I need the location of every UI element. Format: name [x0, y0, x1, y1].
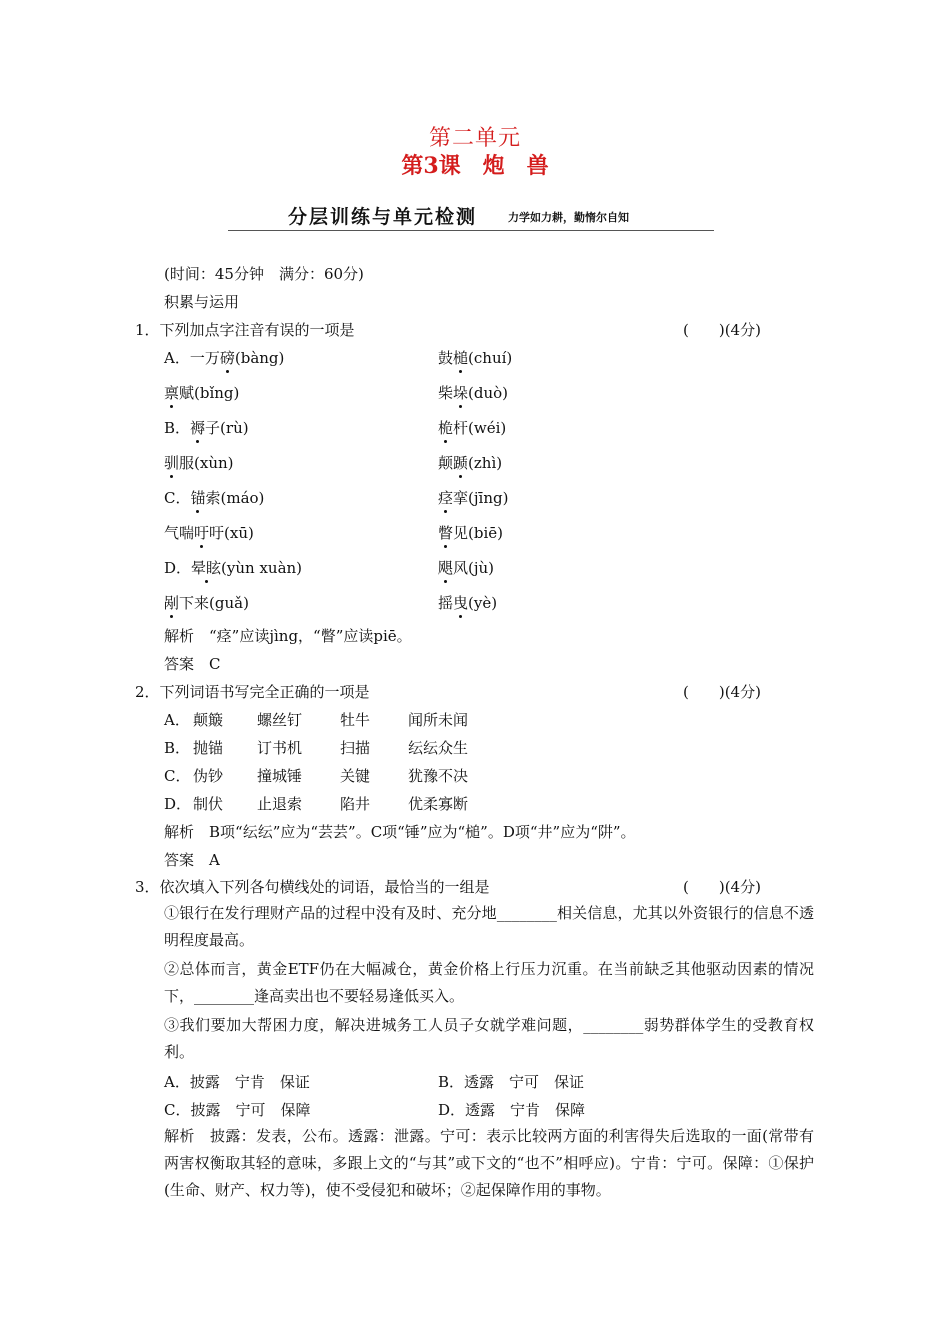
q1-analysis: 解析 “痉”应读jìng，“瞥”应读piē。 — [164, 627, 412, 645]
q1-score: ( )(4分) — [683, 321, 761, 339]
q1-option-d-word4: 摇曳(yè) — [438, 594, 498, 612]
time-info: (时间：45分钟 满分：60分) — [164, 265, 364, 283]
emphasis-dot-char: 踬 — [453, 454, 469, 472]
page: 第二单元 第3课 炮 兽 分层训练与单元检测 力学如力耕，勤惰尔自知 (时间：45分钟 满分：60分) 积累与运用 1．下列加点字注音有误的一项是 ( )(4分) A．一万磅(bàng) 鼓槌(chuí) 禀赋(bǐng) 柴垛(duò) B．褥子(rù) 桅杆(wéi) 驯服(xùn) 颠踬(zhì) C．锚索(máo) 痉挛(jīng) 气喘吁吁(xū) 瞥见(biē) D．晕眩(yùn xuàn) 飓风(jù) 剐下来(guǎ) 摇曳(yè) 解析 “痉”应读jìng，“瞥”应读piē。 答案 C 2．下列词语书写完全正确的一项是 ( )(4分) A． 颠簸 螺丝钉 牡牛 闻所未闻 B． 抛锚 订书机 扫描 纭纭众生 C． 伪钞 撞城锤 关键 犹豫不决 D． 制伏 止退索 陷井 优柔寡断 解析 B项“纭纭”应为“芸芸”。C项“锤”应为“槌”。D项“井”应为“阱”。 答案 A 3．依次填入下列各句横线处的词语，最恰当的一组是 ( )(4分) ①银行在发行理财产品的过程中没有及时、充分地________相关信息，尤其以外资银行的信息不透明程度最高。 ②总体而言，黄金ETF仍在大幅减仓，黄金价格上行压力沉重。在当前缺乏其他驱动因素的情况下，________逢高卖出也不要轻易逢低买入。 ③我们要加大帮困力度，解决进城务工人员子女就学难问题，________弱势群体学生的受教育权利。 A．披露 宁肯 保证 B．透露 宁可 保证 C．披露 宁可 保障 D．透露 宁肯 保障 解析 披露：发表，公布。透露：泄露。宁可：表示比较两方面的利害得失后选取的一面(常带有两害权衡取其轻的意味，多跟上文的“与其”或下文的“也不”相呼应)。宁肯：宁可。保障：①保护(生命、财产、权力等)，使不受侵犯和破坏；②起保障作用的事物。 — [0, 0, 950, 1344]
banner-rule — [228, 230, 714, 231]
q2-answer: 答案 A — [164, 851, 220, 869]
q1-stem: 1．下列加点字注音有误的一项是 — [135, 321, 355, 339]
emphasis-dot-char: 磅 — [219, 349, 235, 367]
q3-sentence-2: ②总体而言，黄金ETF仍在大幅减仓，黄金价格上行压力沉重。在当前缺乏其他驱动因素的情况下，________逢高卖出也不要轻易逢低买入。 — [164, 960, 814, 1005]
emphasis-dot-char: 飓 — [438, 559, 454, 577]
q3-option-b: B．透露 宁可 保证 — [438, 1073, 585, 1091]
emphasis-dot-char: 晕眩 — [191, 559, 222, 577]
emphasis-dot-char: 曳 — [453, 594, 469, 612]
emphasis-dot-char: 驯 — [164, 454, 180, 472]
q3-option-a: A．披露 宁肯 保证 — [164, 1073, 310, 1091]
q2-score: ( )(4分) — [683, 683, 761, 701]
emphasis-dot-char: 槌 — [453, 349, 469, 367]
q1-option-d-word3: 剐下来(guǎ) — [164, 594, 249, 612]
q3-option-c: C．披露 宁可 保障 — [164, 1101, 311, 1119]
emphasis-dot-char: 痉 — [438, 489, 454, 507]
q1-option-d-word1: D．晕眩(yùn xuàn) — [164, 559, 303, 577]
q1-option-a-word2: 鼓槌(chuí) — [438, 349, 513, 367]
unit-title: 第二单元 — [428, 126, 521, 151]
q1-option-a-word1: A．一万磅(bàng) — [164, 349, 285, 367]
q2-analysis: 解析 B项“纭纭”应为“芸芸”。C项“锤”应为“槌”。D项“井”应为“阱”。 — [164, 823, 636, 841]
emphasis-dot-char: 桅 — [438, 419, 454, 437]
q1-option-b-word4: 颠踬(zhì) — [438, 454, 503, 472]
emphasis-dot-char: 瞥 — [438, 524, 454, 542]
q1-option-c-word3: 气喘吁吁(xū) — [164, 524, 254, 542]
q1-option-b-word3: 驯服(xùn) — [164, 454, 234, 472]
q1-option-b-word2: 桅杆(wéi) — [438, 419, 507, 437]
emphasis-dot-char: 垛 — [453, 384, 469, 402]
lesson-title: 第3课 炮 兽 — [401, 153, 549, 179]
section-label: 积累与运用 — [164, 293, 240, 311]
emphasis-dot-char: 褥 — [190, 419, 206, 437]
q2-stem: 2．下列词语书写完全正确的一项是 — [135, 683, 370, 701]
q1-option-c-word4: 瞥见(biē) — [438, 524, 503, 542]
q1-option-a-word3: 禀赋(bǐng) — [164, 384, 240, 402]
q1-option-a-word4: 柴垛(duò) — [438, 384, 509, 402]
emphasis-dot-char: 吁 — [194, 524, 210, 542]
emphasis-dot-char: 剐 — [164, 594, 180, 612]
emphasis-dot-char: 锚 — [190, 489, 206, 507]
q3-sentence-1: ①银行在发行理财产品的过程中没有及时、充分地________相关信息，尤其以外资银行的信息不透明程度最高。 — [164, 904, 814, 949]
q3-option-d: D．透露 宁肯 保障 — [438, 1101, 586, 1119]
q1-option-c-word2: 痉挛(jīng) — [438, 489, 509, 507]
banner-title: 分层训练与单元检测 — [288, 206, 478, 228]
q1-answer: 答案 C — [164, 655, 221, 673]
emphasis-dot-char: 禀 — [164, 384, 180, 402]
q3-stem: 3．依次填入下列各句横线处的词语，最恰当的一组是 — [135, 878, 490, 896]
q3-score: ( )(4分) — [683, 878, 761, 896]
banner-motto: 力学如力耕，勤惰尔自知 — [508, 211, 629, 224]
section-banner — [228, 202, 714, 232]
q3-sentence-3: ③我们要加大帮困力度，解决进城务工人员子女就学难问题，________弱势群体学生的受教育权利。 — [164, 1016, 814, 1061]
q3-analysis: 解析 披露：发表，公布。透露：泄露。宁可：表示比较两方面的利害得失后选取的一面(常带有两害权衡取其轻的意味，多跟上文的“与其”或下文的“也不”相呼应)。宁肯：宁可。保障：①保护(生命、财产、权力等)，使不受侵犯和破坏；②起保障作用的事物。 — [164, 1127, 814, 1199]
q1-option-d-word2: 飓风(jù) — [438, 559, 495, 577]
q1-option-c-word1: C．锚索(máo) — [164, 489, 265, 507]
q1-option-b-word1: B．褥子(rù) — [164, 419, 249, 437]
